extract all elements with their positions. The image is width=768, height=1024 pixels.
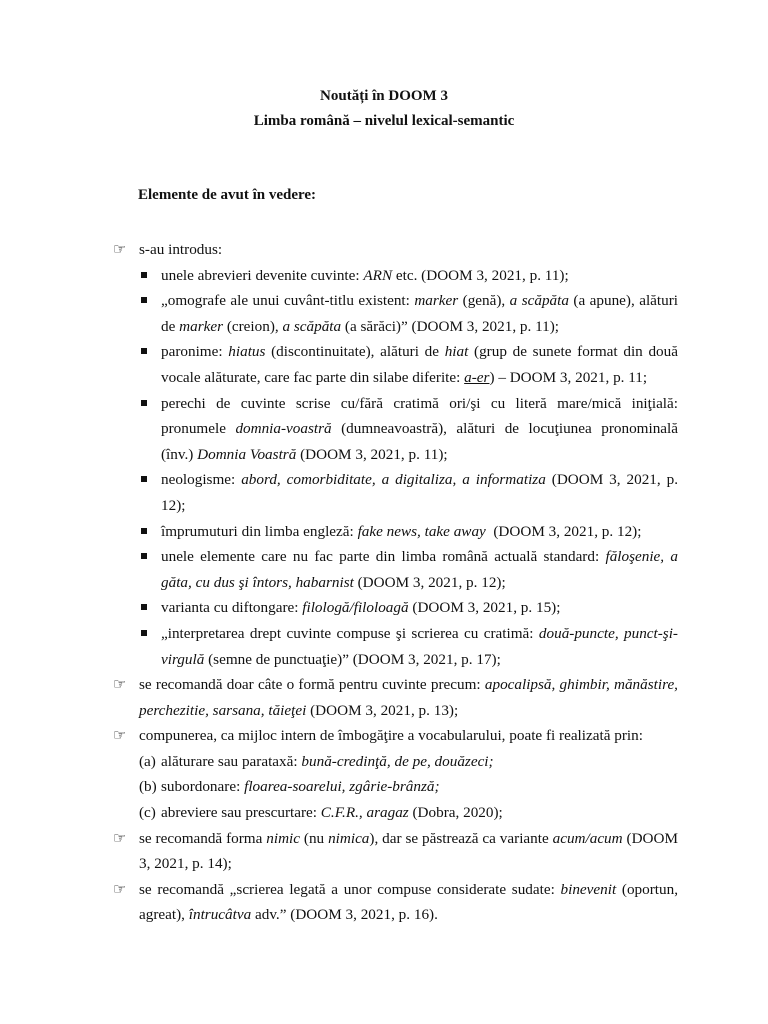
pointing-hand-icon: ☞ — [113, 726, 127, 745]
sub-bullet-item: „interpretarea drept cuvinte compuse şi scrierea cu cratimă: două-puncte, punct-şi-virgulă (semne de punctuaţie)” (DOOM 3, 2021, p. 17); — [113, 621, 678, 672]
item-letter: (b) — [139, 778, 157, 796]
sub-bullet-item: împrumuturi din limba engleză: fake news, take away (DOOM 3, 2021, p. 12); — [113, 519, 678, 545]
list-item-compounding: ☞ compunerea, ca mijloc intern de îmbogăţire a vocabularului, poate fi realizată prin: — [113, 723, 678, 749]
sub-bullet-item: unele elemente care nu fac parte din limba română actuală standard: făloşenie, a găta, cu dus şi întors, habarnist (DOOM 3, 2021, p. 12); — [113, 544, 678, 595]
item-letter: (a) — [139, 752, 156, 770]
document-subtitle: Limba română – nivelul lexical-semantic — [253, 113, 515, 129]
document-title: Noutăți în DOOM 3 — [320, 88, 448, 104]
square-bullet-icon — [141, 348, 147, 354]
pointing-hand-icon: ☞ — [113, 828, 127, 847]
sub-bullet-item: neologisme: abord, comorbiditate, a digitaliza, a informatiza (DOOM 3, 2021, p. 12); — [113, 467, 678, 518]
square-bullet-icon — [141, 553, 147, 559]
item-letter: (c) — [139, 804, 156, 822]
list-item-introduced — [113, 237, 678, 263]
square-bullet-icon — [141, 528, 147, 534]
item-text: s-au introdus: — [139, 241, 223, 258]
list-item-nimic: ☞ se recomandă forma nimic (nu nimica), dar se păstrează ca variante acum/acum (DOOM 3, 2021, p. 14); — [113, 826, 678, 877]
lettered-item: (b) subordonare: floarea-soarelui, zgârie-brânză; — [113, 774, 678, 800]
sub-bullet-item: paronime: hiatus (discontinuitate), alături de hiat (grup de sunete format din două vocale alăturate, care fac parte din silabe diferite: a-er) – DOOM 3, 2021, p. 11; — [113, 339, 678, 390]
section-heading: Elemente de avut în vedere: — [138, 187, 317, 203]
list-item-welded-compounds: ☞ se recomandă „scrierea legată a unor compuse considerate sudate: binevenit (oportun, agreat), întrucâtva adv.” (DOOM 3, 2021, p. 16). — [113, 877, 678, 928]
pointing-hand-icon: ☞ — [113, 675, 127, 694]
pointing-hand-icon: ☞ — [113, 240, 127, 258]
lettered-item: (a) alăturare sau parataxă: bună-credinţă, de pe, douăzeci; — [113, 749, 678, 775]
square-bullet-icon — [141, 630, 147, 636]
sub-bullet-item: varianta cu diftongare: filologă/filoloagă (DOOM 3, 2021, p. 15); — [113, 595, 678, 621]
sub-bullet-item: „omografe ale unui cuvânt-titlu existent: marker (genă), a scăpăta (a apune), alături de marker (creion), a scăpăta (a sărăci)” (DOOM 3, 2021, p. 11); — [113, 288, 678, 339]
list-item-recommended-forms: ☞ se recomandă doar câte o formă pentru cuvinte precum: apocalipsă, ghimbir, mănăstire, perchezitie, sarsana, tăieţei (DOOM 3, 2021, p. 13); — [113, 672, 678, 723]
square-bullet-icon — [141, 297, 147, 303]
square-bullet-icon — [141, 400, 147, 406]
square-bullet-icon — [141, 272, 147, 278]
square-bullet-icon — [141, 476, 147, 482]
sub-bullet-item: perechi de cuvinte scrise cu/fără cratimă ori/şi cu literă mare/mică iniţială: pronumele domnia-voastră (dumneavoastră), alături de locuţiunea pronominală (înv.) Domnia Voastră (DOOM 3, 2021, p. 11); — [113, 391, 678, 468]
pointing-hand-icon: ☞ — [113, 879, 127, 898]
lettered-item: (c) abreviere sau prescurtare: C.F.R., aragaz (Dobra, 2020); — [113, 800, 678, 826]
notes-list — [113, 237, 678, 928]
sub-bullet-item: unele abrevieri devenite cuvinte: ARN etc. (DOOM 3, 2021, p. 11); — [113, 263, 678, 289]
square-bullet-icon — [141, 604, 147, 610]
